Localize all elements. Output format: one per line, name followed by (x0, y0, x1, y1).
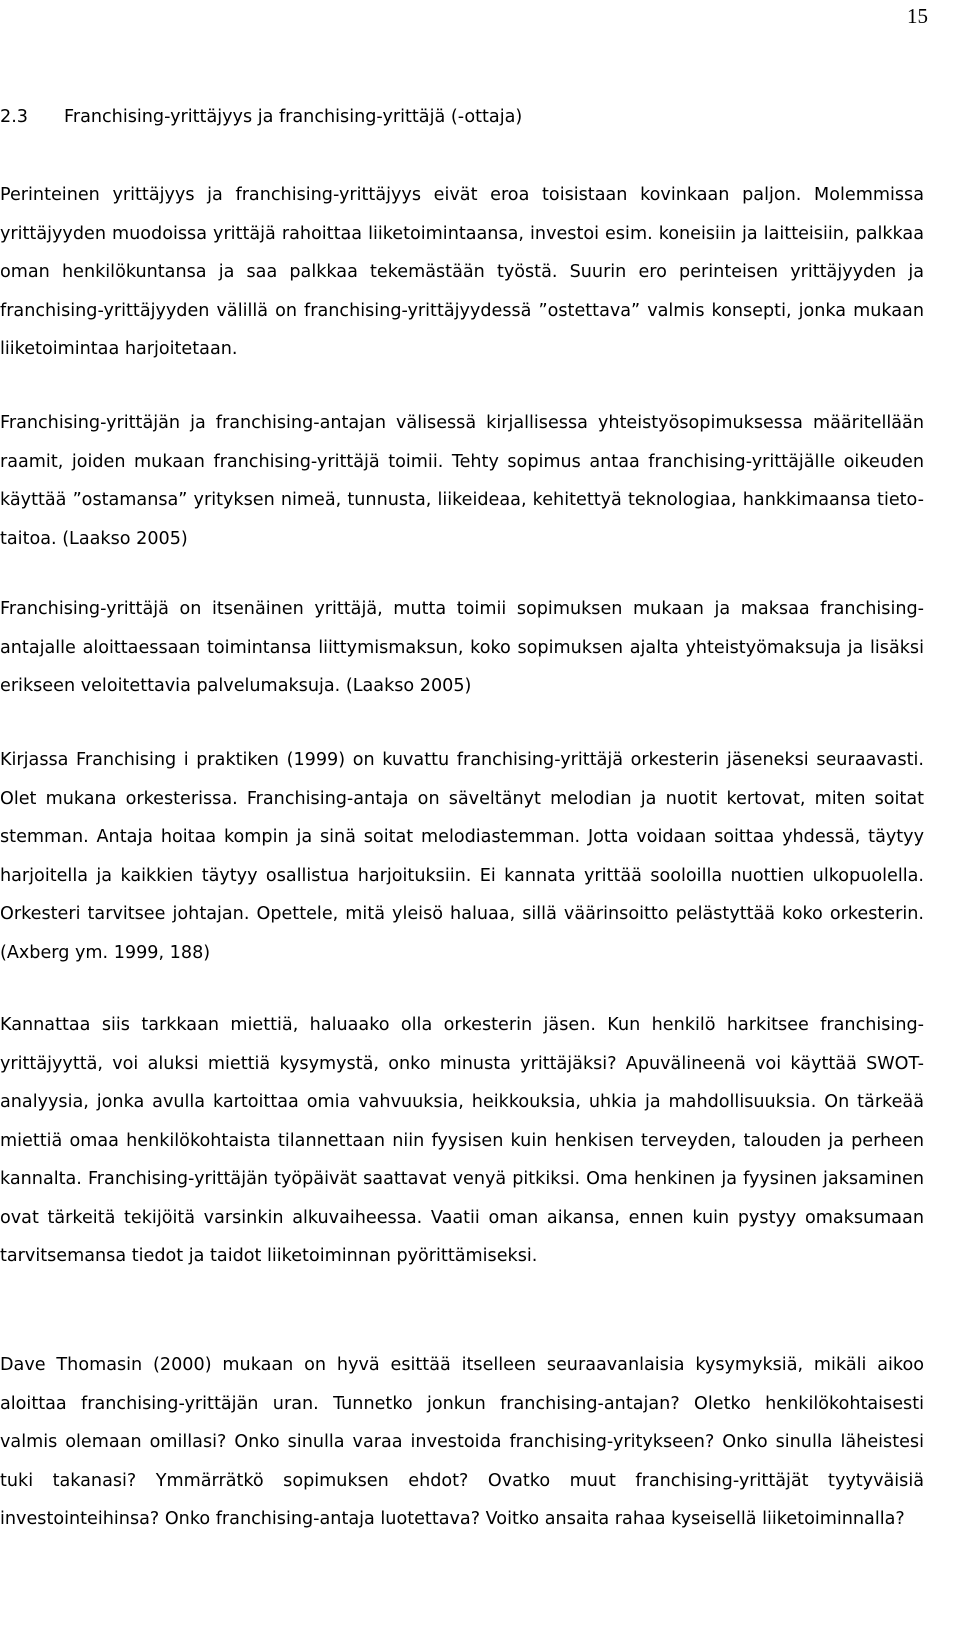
section-number: 2.3 (0, 107, 28, 127)
paragraph-orchestra-metaphor: Kirjassa Franchising i praktiken (1999) on kuvattu franchising-yrittäjä orkesterin jäseneksi seuraavasti. Olet mukana orkesterissa. Franchising-antaja on säveltänyt melodian ja nuotit kertovat, miten soitat stemman. Antaja hoitaa kompin ja sinä soitat melodiastemman. Jotta voidaan soittaa yhdessä, täytyy harjoitella ja kaikkien täytyy osallistua harjoituksiin. Ei kannata yrittää sooloilla nuottien ulkopuolella. Orkesteri tarvitsee johtajan. Opettele, mitä yleisö haluaa, sillä väärinsoitto pelästyttää koko orkesterin. (Axberg ym. 1999, 188) (0, 750, 924, 963)
paragraph-traditional-vs-franchising: Perinteinen yrittäjyys ja franchising-yrittäjyys eivät eroa toisistaan kovinkaan paljon. Molemmissa yrittäjyyden muodoissa yrittäjä rahoittaa liiketoimintaansa, investoi esim. koneisiin ja laitteisiin, palkkaa oman henkilökuntansa ja saa palkkaa tekemästään työstä. Suurin ero perinteisen yrittäjyyden ja franchising-yrittäjyyden välillä on franchising-yrittäjyydessä ”ostettava” valmis konsepti, jonka mukaan liiketoimintaa harjoitetaan. (0, 185, 924, 359)
paragraph-self-assessment: Kannattaa siis tarkkaan miettiä, haluaako olla orkesterin jäsen. Kun henkilö harkitsee franchising-yrittäjyyttä, voi aluksi miettiä kysymystä, onko minusta yrittäjäksi? Apuvälineenä voi käyttää SWOT-analyysia, jonka avulla kartoittaa omia vahvuuksia, heikkouksia, uhkia ja mahdollisuuksia. On tärkeää miettiä omaa henkilökohtaista tilannettaan niin fyysisen kuin henkisen terveyden, talouden ja perheen kannalta. Franchising-yrittäjän työpäivät saattavat venyä pitkiksi. Oma henkinen ja fyysinen jaksaminen ovat tärkeitä tekijöitä varsinkin alkuvaiheessa. Vaatii oman aikansa, ennen kuin pystyy omaksumaan tarvitsemansa tiedot ja taidot liiketoiminnan pyörittämiseksi. (0, 1015, 924, 1266)
paragraph-cooperation-agreement: Franchising-yrittäjän ja franchising-antajan välisessä kirjallisessa yhteistyösopimuksessa määritellään raamit, joiden mukaan franchising-yrittäjä toimii. Tehty sopimus antaa franchising-yrittäjälle oikeuden käyttää ”ostamansa” yrityksen nimeä, tunnusta, liikeideaa, kehitettyä teknologiaa, hankkimaansa tieto-taitoa. (Laakso 2005) (0, 413, 924, 549)
section-title: Franchising-yrittäjyys ja franchising-yrittäjä (-ottaja) (64, 107, 523, 127)
page-number: 15 (907, 4, 928, 28)
paragraph-thomas-questions: Dave Thomasin (2000) mukaan on hyvä esittää itselleen seuraavanlaisia kysymyksiä, mikäli aikoo aloittaa franchising-yrittäjän uran. Tunnetko jonkun franchising-antajan? Oletko henkilökohtaisesti valmis olemaan omillasi? Onko sinulla varaa investoida franchising-yritykseen? Onko sinulla läheistesi tuki takanasi? Ymmärrätkö sopimuksen ehdot? Ovatko muut franchising-yrittäjät tyytyväisiä investointeihinsa? Onko franchising-antaja luotettava? Voitko ansaita rahaa kyseisellä liiketoiminnalla? (0, 1355, 924, 1529)
paragraph-fees: Franchising-yrittäjä on itsenäinen yrittäjä, mutta toimii sopimuksen mukaan ja maksaa franchising-antajalle aloittaessaan toimintansa liittymismaksun, koko sopimuksen ajalta yhteistyömaksuja ja lisäksi erikseen veloitettavia palvelumaksuja. (Laakso 2005) (0, 599, 924, 696)
section-heading (0, 104, 940, 130)
